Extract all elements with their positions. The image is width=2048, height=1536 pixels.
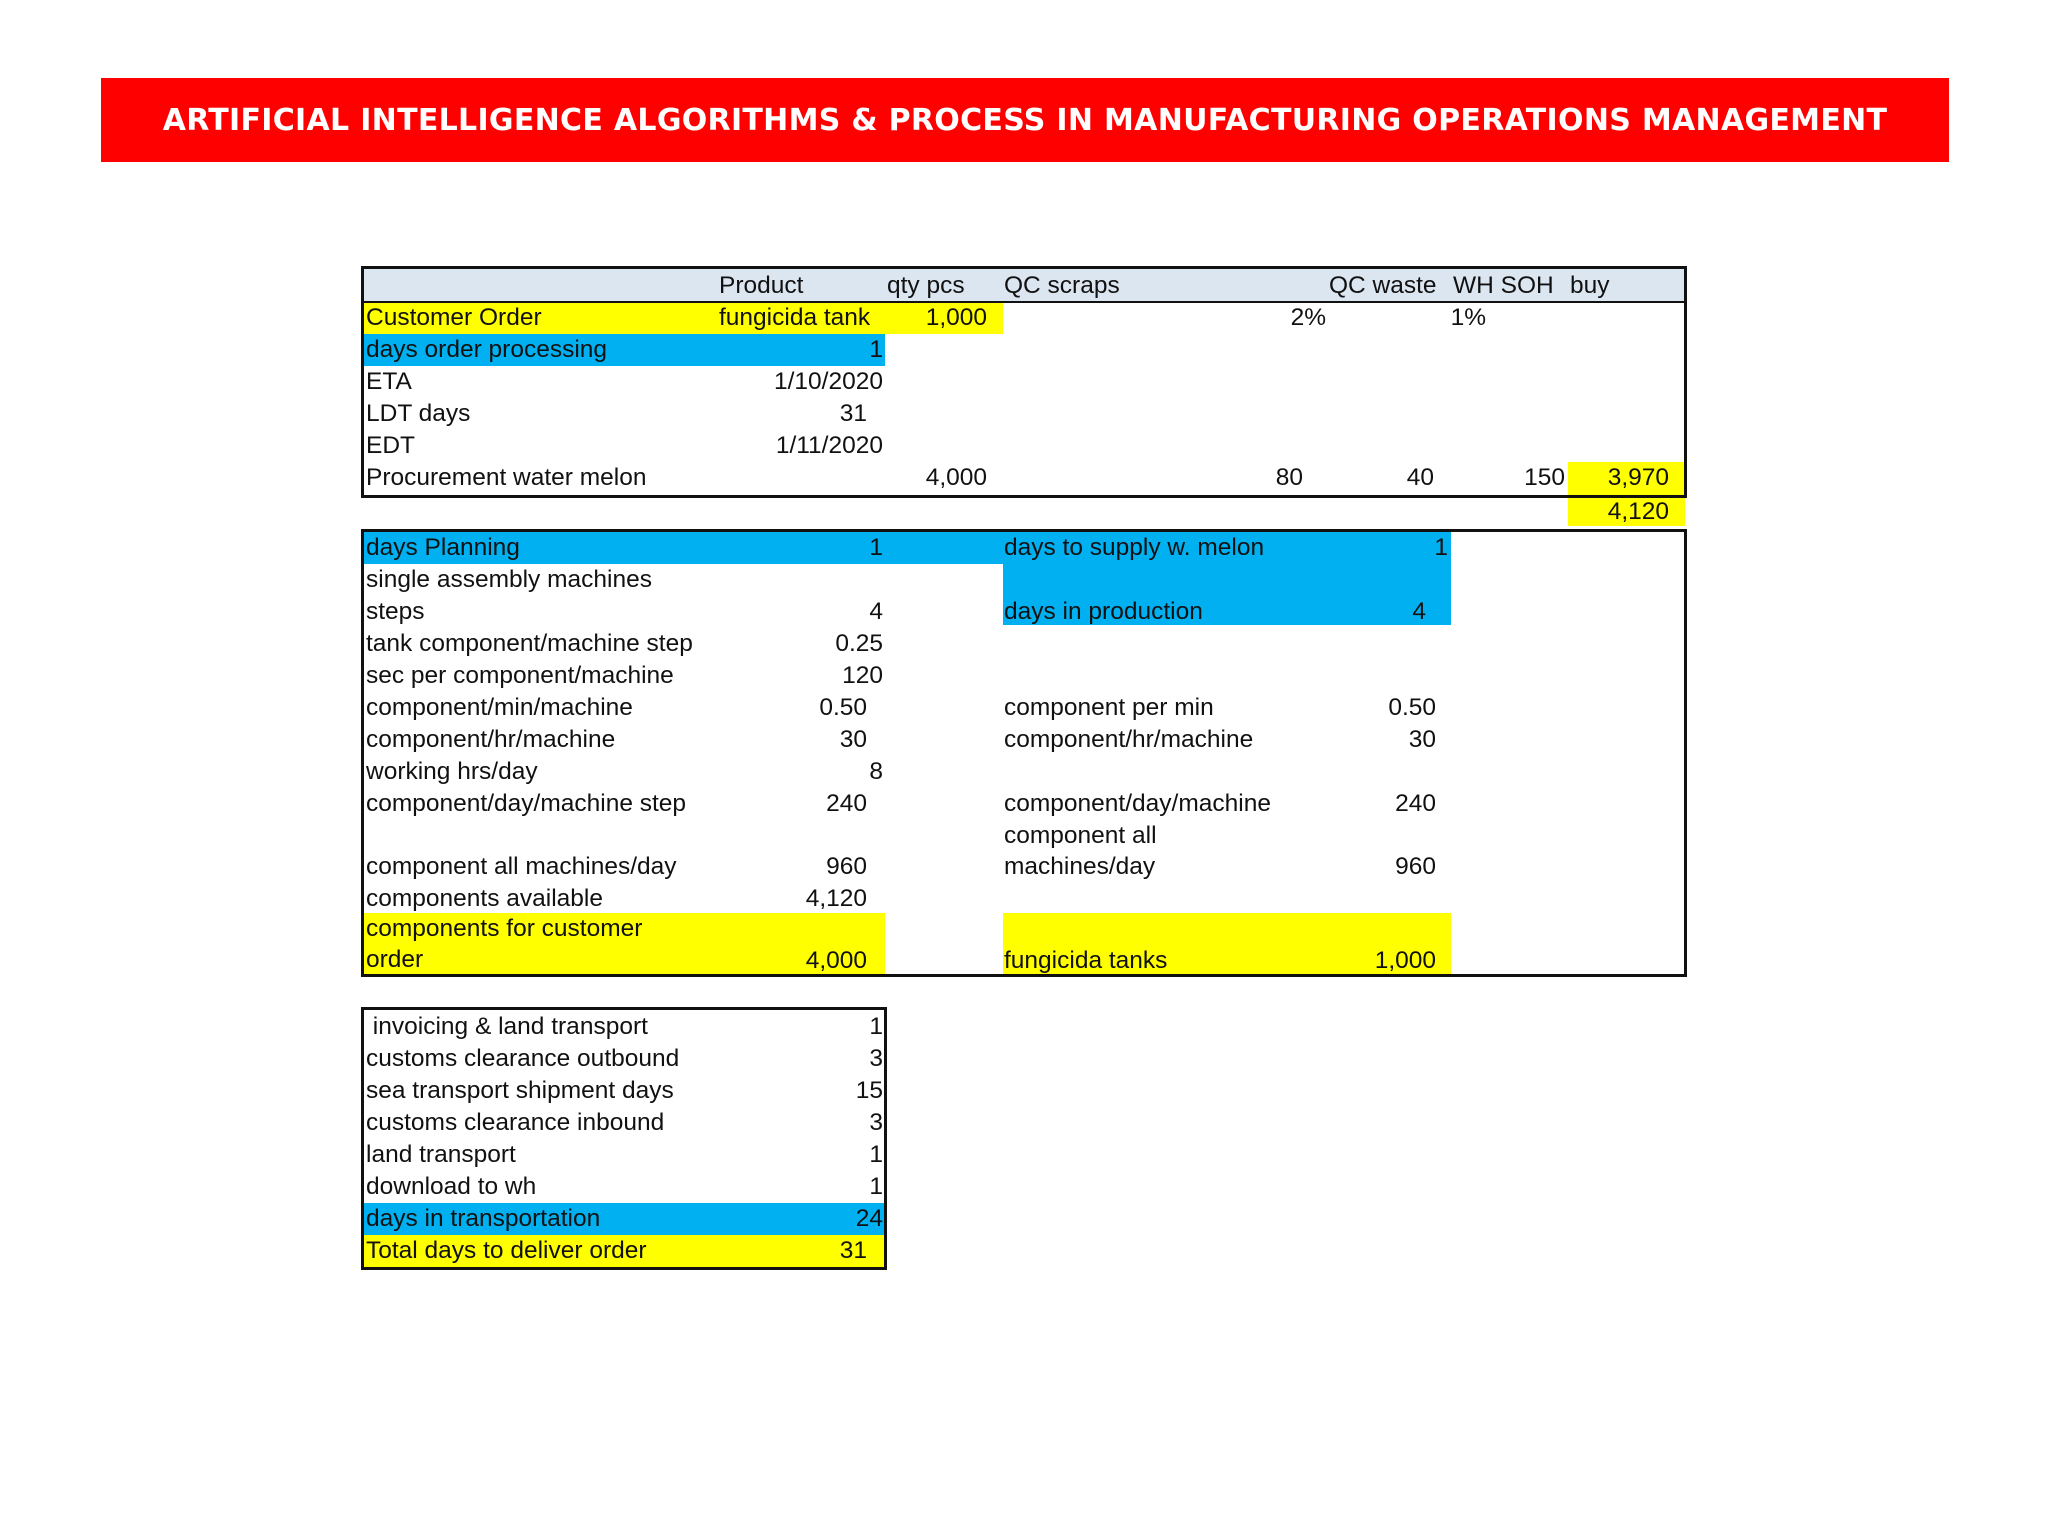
customer-order-product: fungicida tank bbox=[719, 304, 871, 331]
component-per-min-value: 0.50 bbox=[1388, 694, 1436, 721]
sec-per-component-value: 120 bbox=[842, 662, 883, 689]
working-hrs-value: 8 bbox=[869, 758, 883, 785]
procurement-qc-scraps: 80 bbox=[1275, 464, 1303, 491]
component-all-right-value: 960 bbox=[1395, 853, 1436, 880]
transport-row-value: 3 bbox=[869, 1109, 883, 1136]
fungicida-tanks-value: 1,000 bbox=[1374, 947, 1436, 974]
procurement-wh-soh: 150 bbox=[1524, 464, 1565, 491]
tank-component-label: tank component/machine step bbox=[366, 630, 693, 657]
col-header-wh-soh: WH SOH bbox=[1453, 272, 1554, 299]
total-days-value: 31 bbox=[839, 1237, 867, 1264]
transport-row-label: customs clearance outbound bbox=[366, 1045, 680, 1072]
customer-order-label: Customer Order bbox=[366, 304, 542, 331]
buy-total: 4,120 bbox=[1607, 498, 1669, 525]
transport-row-label: invoicing & land transport bbox=[366, 1013, 648, 1040]
component-min-label: component/min/machine bbox=[366, 694, 633, 721]
component-hr-right-value: 30 bbox=[1408, 726, 1436, 753]
days-order-processing-value: 1 bbox=[869, 336, 883, 363]
transport-row-label: land transport bbox=[366, 1141, 516, 1168]
eta-value: 1/10/2020 bbox=[774, 368, 883, 395]
ldt-days-label: LDT days bbox=[366, 400, 471, 427]
tank-component-value: 0.25 bbox=[835, 630, 883, 657]
component-day-step-value: 240 bbox=[826, 790, 867, 817]
transport-row-value: 1 bbox=[869, 1141, 883, 1168]
steps-label: steps bbox=[366, 598, 425, 625]
component-day-right-label: component/day/machine bbox=[1004, 790, 1271, 817]
edt-label: EDT bbox=[366, 432, 415, 459]
transport-row-value: 3 bbox=[869, 1045, 883, 1072]
fungicida-tanks-label: fungicida tanks bbox=[1004, 947, 1168, 974]
qc-scraps-pct: 2% bbox=[1290, 304, 1326, 331]
days-in-production-value: 4 bbox=[1412, 598, 1426, 625]
component-hr-value: 30 bbox=[839, 726, 867, 753]
days-planning-label: days Planning bbox=[366, 534, 520, 561]
col-header-qc-waste: QC waste bbox=[1329, 272, 1437, 299]
transport-row-label: sea transport shipment days bbox=[366, 1077, 674, 1104]
transport-row-value: 1 bbox=[869, 1013, 883, 1040]
component-day-step-label: component/day/machine step bbox=[366, 790, 687, 817]
components-for-order-value: 4,000 bbox=[805, 947, 867, 974]
days-in-transportation-label: days in transportation bbox=[366, 1205, 601, 1232]
days-to-supply-label: days to supply w. melon bbox=[1004, 534, 1265, 561]
days-in-transportation-value: 24 bbox=[855, 1205, 883, 1232]
component-hr-label: component/hr/machine bbox=[366, 726, 616, 753]
days-planning-value: 1 bbox=[869, 534, 883, 561]
title-banner bbox=[101, 78, 1949, 162]
total-days-label: Total days to deliver order bbox=[366, 1237, 647, 1264]
sec-per-component-label: sec per component/machine bbox=[366, 662, 674, 689]
ldt-days-value: 31 bbox=[839, 400, 867, 427]
qc-waste-pct: 1% bbox=[1450, 304, 1486, 331]
components-available-label: components available bbox=[366, 885, 603, 912]
transport-row-label: customs clearance inbound bbox=[366, 1109, 665, 1136]
col-header-buy: buy bbox=[1570, 272, 1610, 299]
col-header-qty: qty pcs bbox=[887, 272, 965, 299]
transport-row-label: download to wh bbox=[366, 1173, 537, 1200]
col-header-qc-scraps: QC scraps bbox=[1004, 272, 1120, 299]
component-min-value: 0.50 bbox=[819, 694, 867, 721]
days-in-production-label: days in production bbox=[1004, 598, 1203, 625]
transport-row-value: 15 bbox=[855, 1077, 883, 1104]
steps-value: 4 bbox=[869, 598, 883, 625]
procurement-qty: 4,000 bbox=[925, 464, 987, 491]
component-per-min-label: component per min bbox=[1004, 694, 1214, 721]
component-all-value: 960 bbox=[826, 853, 867, 880]
components-available-value: 4,120 bbox=[805, 885, 867, 912]
days-to-supply-value: 1 bbox=[1434, 534, 1448, 561]
transport-row-value: 1 bbox=[869, 1173, 883, 1200]
procurement-qc-waste: 40 bbox=[1406, 464, 1434, 491]
customer-order-qty: 1,000 bbox=[925, 304, 987, 331]
working-hrs-label: working hrs/day bbox=[366, 758, 538, 785]
procurement-buy: 3,970 bbox=[1607, 464, 1669, 491]
edt-value: 1/11/2020 bbox=[775, 432, 883, 459]
col-header-product: Product bbox=[719, 272, 804, 299]
component-day-right-value: 240 bbox=[1395, 790, 1436, 817]
page-title: ARTIFICIAL INTELLIGENCE ALGORITHMS & PROCESS IN MANUFACTURING OPERATIONS MANAGEMENT bbox=[162, 102, 1888, 138]
component-all-right-label: component all machines/day bbox=[1004, 822, 1157, 880]
component-all-label: component all machines/day bbox=[366, 853, 677, 880]
eta-label: ETA bbox=[366, 368, 412, 395]
components-for-order-label: components for customer order bbox=[366, 915, 643, 973]
days-order-processing-label: days order processing bbox=[366, 336, 608, 363]
procurement-label: Procurement water melon bbox=[366, 464, 647, 491]
component-hr-right-label: component/hr/machine bbox=[1004, 726, 1254, 753]
single-assembly-label: single assembly machines bbox=[366, 566, 652, 593]
